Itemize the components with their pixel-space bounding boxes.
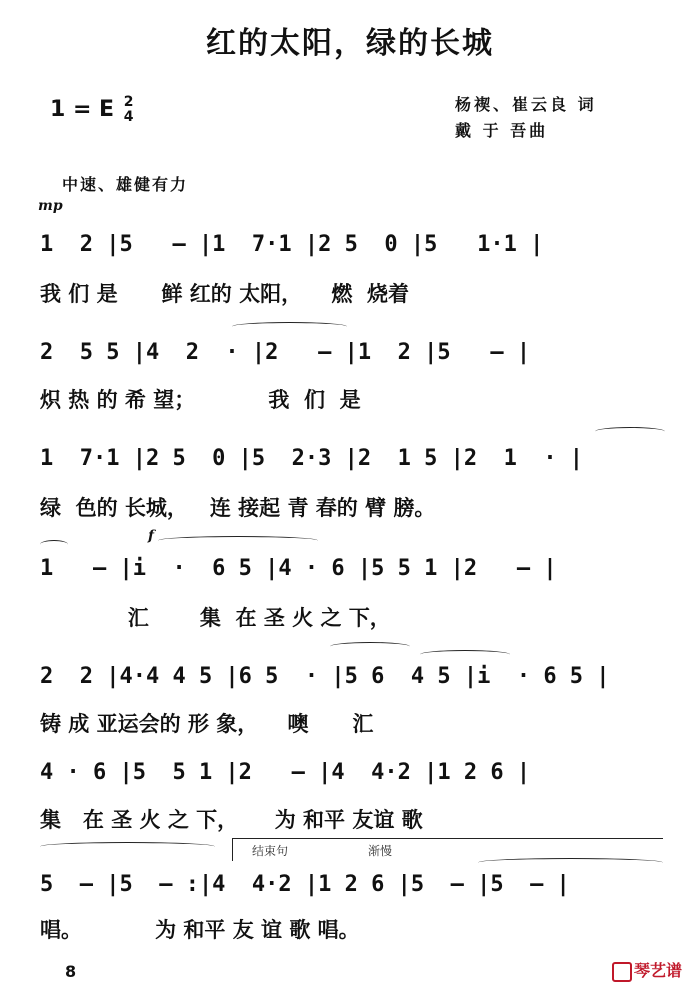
time-signature [124,95,134,125]
lyrics-line-1: 我 们 是 鲜 红的 太阳， 燃 烧着 [40,282,409,306]
slur [40,540,68,549]
composer-credit: 戴 于 吾曲 [455,121,549,140]
lyrics-line-4: 汇 集 在 圣 火 之 下， [40,606,391,630]
notation-line-7: 5 — |5 — :|4 4·2 |1 2 6 |5 — |5 — | [40,872,570,897]
notation-line-5: 2 2 |4·4 4 5 |6 5 · |5 6 4 5 |i · 6 5 | [40,664,610,689]
ending-label: 结束句 [252,844,289,858]
notation-line-4: 1 — |i · 6 5 |4 · 6 |5 5 1 |2 — | [40,556,557,581]
notation-line-2: 2 5 5 |4 2 · |2 — |1 2 |5 — | [40,340,531,365]
logo-icon [612,962,632,982]
time-bottom: 4 [123,109,134,125]
song-title: 红的太阳，绿的长城 [206,26,494,61]
lyrics-line-2: 炽 热 的 希 望； 我 们 是 [40,388,361,412]
lyrics-line-6: 集 在 圣 火 之 下， 为 和平 友谊 歌 [40,808,423,832]
slur [595,427,665,436]
slur [330,642,410,651]
watermark-logo [612,958,682,982]
page-number: 8 [65,962,77,981]
lyrics-line-5: 铸 成 亚运会的 形 象， 噢 汇 [40,712,374,736]
time-top: 2 [123,94,134,110]
key-label: 1 = E [50,97,115,122]
credits [455,92,597,144]
watermark-text: 琴艺谱 [634,961,683,980]
slur [478,858,663,867]
slur [420,650,510,659]
lyrics-line-3: 绿 色的 长城， 连 接起 青 春的 臂 膀。 [40,496,436,520]
lyrics-line-7: 唱。 为 和平 友 谊 歌 唱。 [40,918,360,942]
slur [40,842,215,851]
notation-line-1: 1 2 |5 — |1 7·1 |2 5 0 |5 1·1 | [40,232,544,257]
tempo-marking: 中速、雄健有力 [62,175,189,194]
rit-label: 渐慢 [368,844,393,858]
dynamic-f: f [148,528,155,544]
notation-line-3: 1 7·1 |2 5 0 |5 2·3 |2 1 5 |2 1 · | [40,446,584,471]
dynamic-mp: mp [38,198,63,214]
notation-line-6: 4 · 6 |5 5 1 |2 — |4 4·2 |1 2 6 | [40,760,531,785]
slur [232,322,347,331]
lyricist-credit: 杨禊、崔云良 词 [455,95,597,114]
slur [158,536,318,545]
key-signature [50,95,134,125]
